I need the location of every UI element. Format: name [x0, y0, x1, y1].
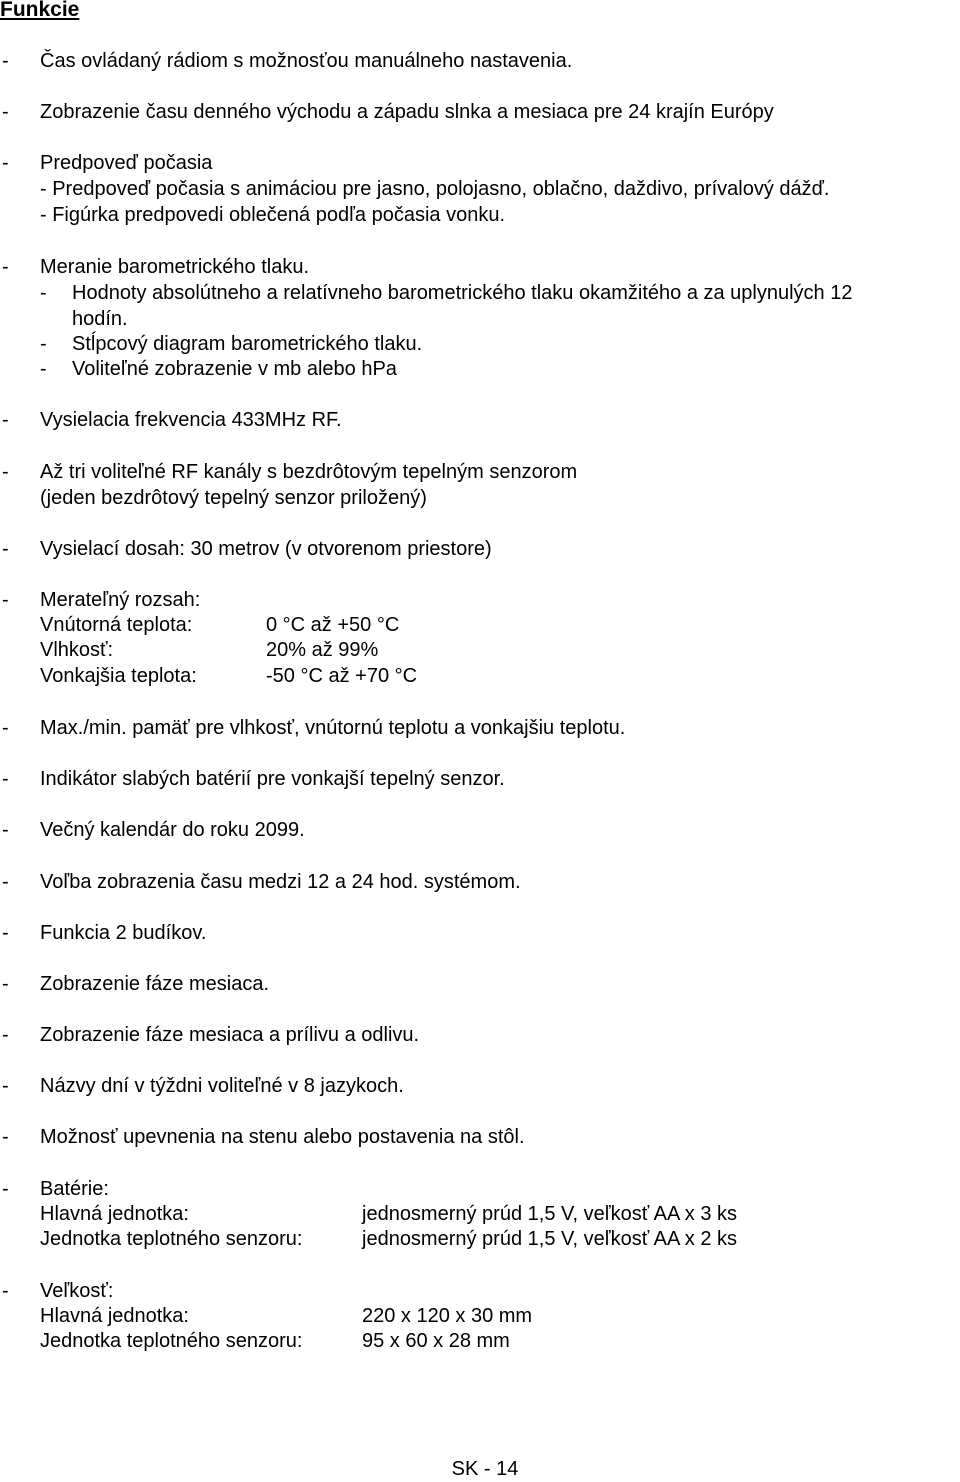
item-text: Voľba zobrazenia času medzi 12 a 24 hod. systémom.	[40, 871, 521, 893]
sub-item-text: Voliteľné zobrazenie v mb alebo hPa	[72, 358, 397, 380]
spec-label: Vonkajšia teplota:	[40, 665, 197, 687]
item-text: Zobrazenie času denného východu a západu slnka a mesiaca pre 24 krajín Európy	[40, 101, 774, 123]
bullet-dash: -	[2, 256, 9, 278]
bullet-dash: -	[40, 282, 47, 304]
spec-value: jednosmerný prúd 1,5 V, veľkosť AA x 3 ks	[362, 1203, 738, 1225]
item-text: Funkcia 2 budíkov.	[40, 922, 207, 944]
spec-value: -50 °C až +70 °C	[266, 665, 418, 687]
bullet-dash: -	[2, 1075, 9, 1097]
bullet-dash: -	[2, 871, 9, 893]
item-text: Večný kalendár do roku 2099.	[40, 819, 305, 841]
bullet-dash: -	[2, 819, 9, 841]
spec-label: Vnútorná teplota:	[40, 614, 193, 636]
sub-item-text: Hodnoty absolútneho a relatívneho barometrického tlaku okamžitého a za uplynulých 12	[72, 282, 853, 304]
item-text: Možnosť upevnenia na stenu alebo postavenia na stôl.	[40, 1126, 525, 1148]
item-text: Zobrazenie fáze mesiaca a prílivu a odlivu.	[40, 1024, 420, 1046]
sub-item-text: - Figúrka predpovedi oblečená podľa počasia vonku.	[40, 204, 506, 226]
bullet-dash: -	[2, 922, 9, 944]
sub-item-text: hodín.	[72, 308, 128, 330]
spec-value: 95 x 60 x 28 mm	[362, 1330, 510, 1352]
bullet-dash: -	[2, 1126, 9, 1148]
bullet-dash: -	[40, 358, 47, 380]
spec-label: Vlhkosť:	[40, 639, 114, 661]
bullet-dash: -	[2, 50, 9, 72]
spec-value: 220 x 120 x 30 mm	[362, 1305, 533, 1327]
item-text: Zobrazenie fáze mesiaca.	[40, 973, 270, 995]
bullet-dash: -	[40, 333, 47, 355]
page-number: SK - 14	[451, 1458, 519, 1480]
item-text: Vysielací dosah: 30 metrov (v otvorenom priestore)	[40, 538, 492, 560]
bullet-dash: -	[2, 1178, 9, 1200]
item-text: Indikátor slabých batérií pre vonkajší tepelný senzor.	[40, 768, 505, 790]
bullet-dash: -	[2, 409, 9, 431]
sub-item-text: - Predpoveď počasia s animáciou pre jasno, polojasno, oblačno, daždivo, prívalový dážď.	[40, 178, 830, 200]
spec-label: Jednotka teplotného senzoru:	[40, 1228, 303, 1250]
spec-value: jednosmerný prúd 1,5 V, veľkosť AA x 2 ks	[362, 1228, 738, 1250]
item-text: (jeden bezdrôtový tepelný senzor priložený)	[40, 487, 427, 509]
item-text: Predpoveď počasia	[40, 152, 213, 174]
item-text: Čas ovládaný rádiom s možnosťou manuálneho nastavenia.	[40, 50, 573, 72]
bullet-dash: -	[2, 101, 9, 123]
bullet-dash: -	[2, 717, 9, 739]
spec-value: 0 °C až +50 °C	[266, 614, 400, 636]
spec-value: 20% až 99%	[266, 639, 379, 661]
item-text: Názvy dní v týždni voliteľné v 8 jazykoch.	[40, 1075, 404, 1097]
bullet-dash: -	[2, 152, 9, 174]
item-text: Merateľný rozsah:	[40, 589, 201, 611]
bullet-dash: -	[2, 538, 9, 560]
item-text: Veľkosť:	[40, 1280, 114, 1302]
spec-label: Hlavná jednotka:	[40, 1203, 189, 1225]
item-text: Max./min. pamäť pre vlhkosť, vnútornú teplotu a vonkajšiu teplotu.	[40, 717, 626, 739]
bullet-dash: -	[2, 1024, 9, 1046]
item-text: Až tri voliteľné RF kanály s bezdrôtovým tepelným senzorom	[40, 461, 578, 483]
spec-label: Hlavná jednotka:	[40, 1305, 189, 1327]
bullet-dash: -	[2, 768, 9, 790]
spec-label: Jednotka teplotného senzoru:	[40, 1330, 303, 1352]
bullet-dash: -	[2, 973, 9, 995]
bullet-dash: -	[2, 589, 9, 611]
section-heading: Funkcie	[0, 0, 80, 21]
bullet-dash: -	[2, 461, 9, 483]
item-text: Batérie:	[40, 1178, 109, 1200]
item-text: Meranie barometrického tlaku.	[40, 256, 310, 278]
bullet-dash: -	[2, 1280, 9, 1302]
item-text: Vysielacia frekvencia 433MHz RF.	[40, 409, 342, 431]
sub-item-text: Stĺpcový diagram barometrického tlaku.	[72, 333, 423, 355]
